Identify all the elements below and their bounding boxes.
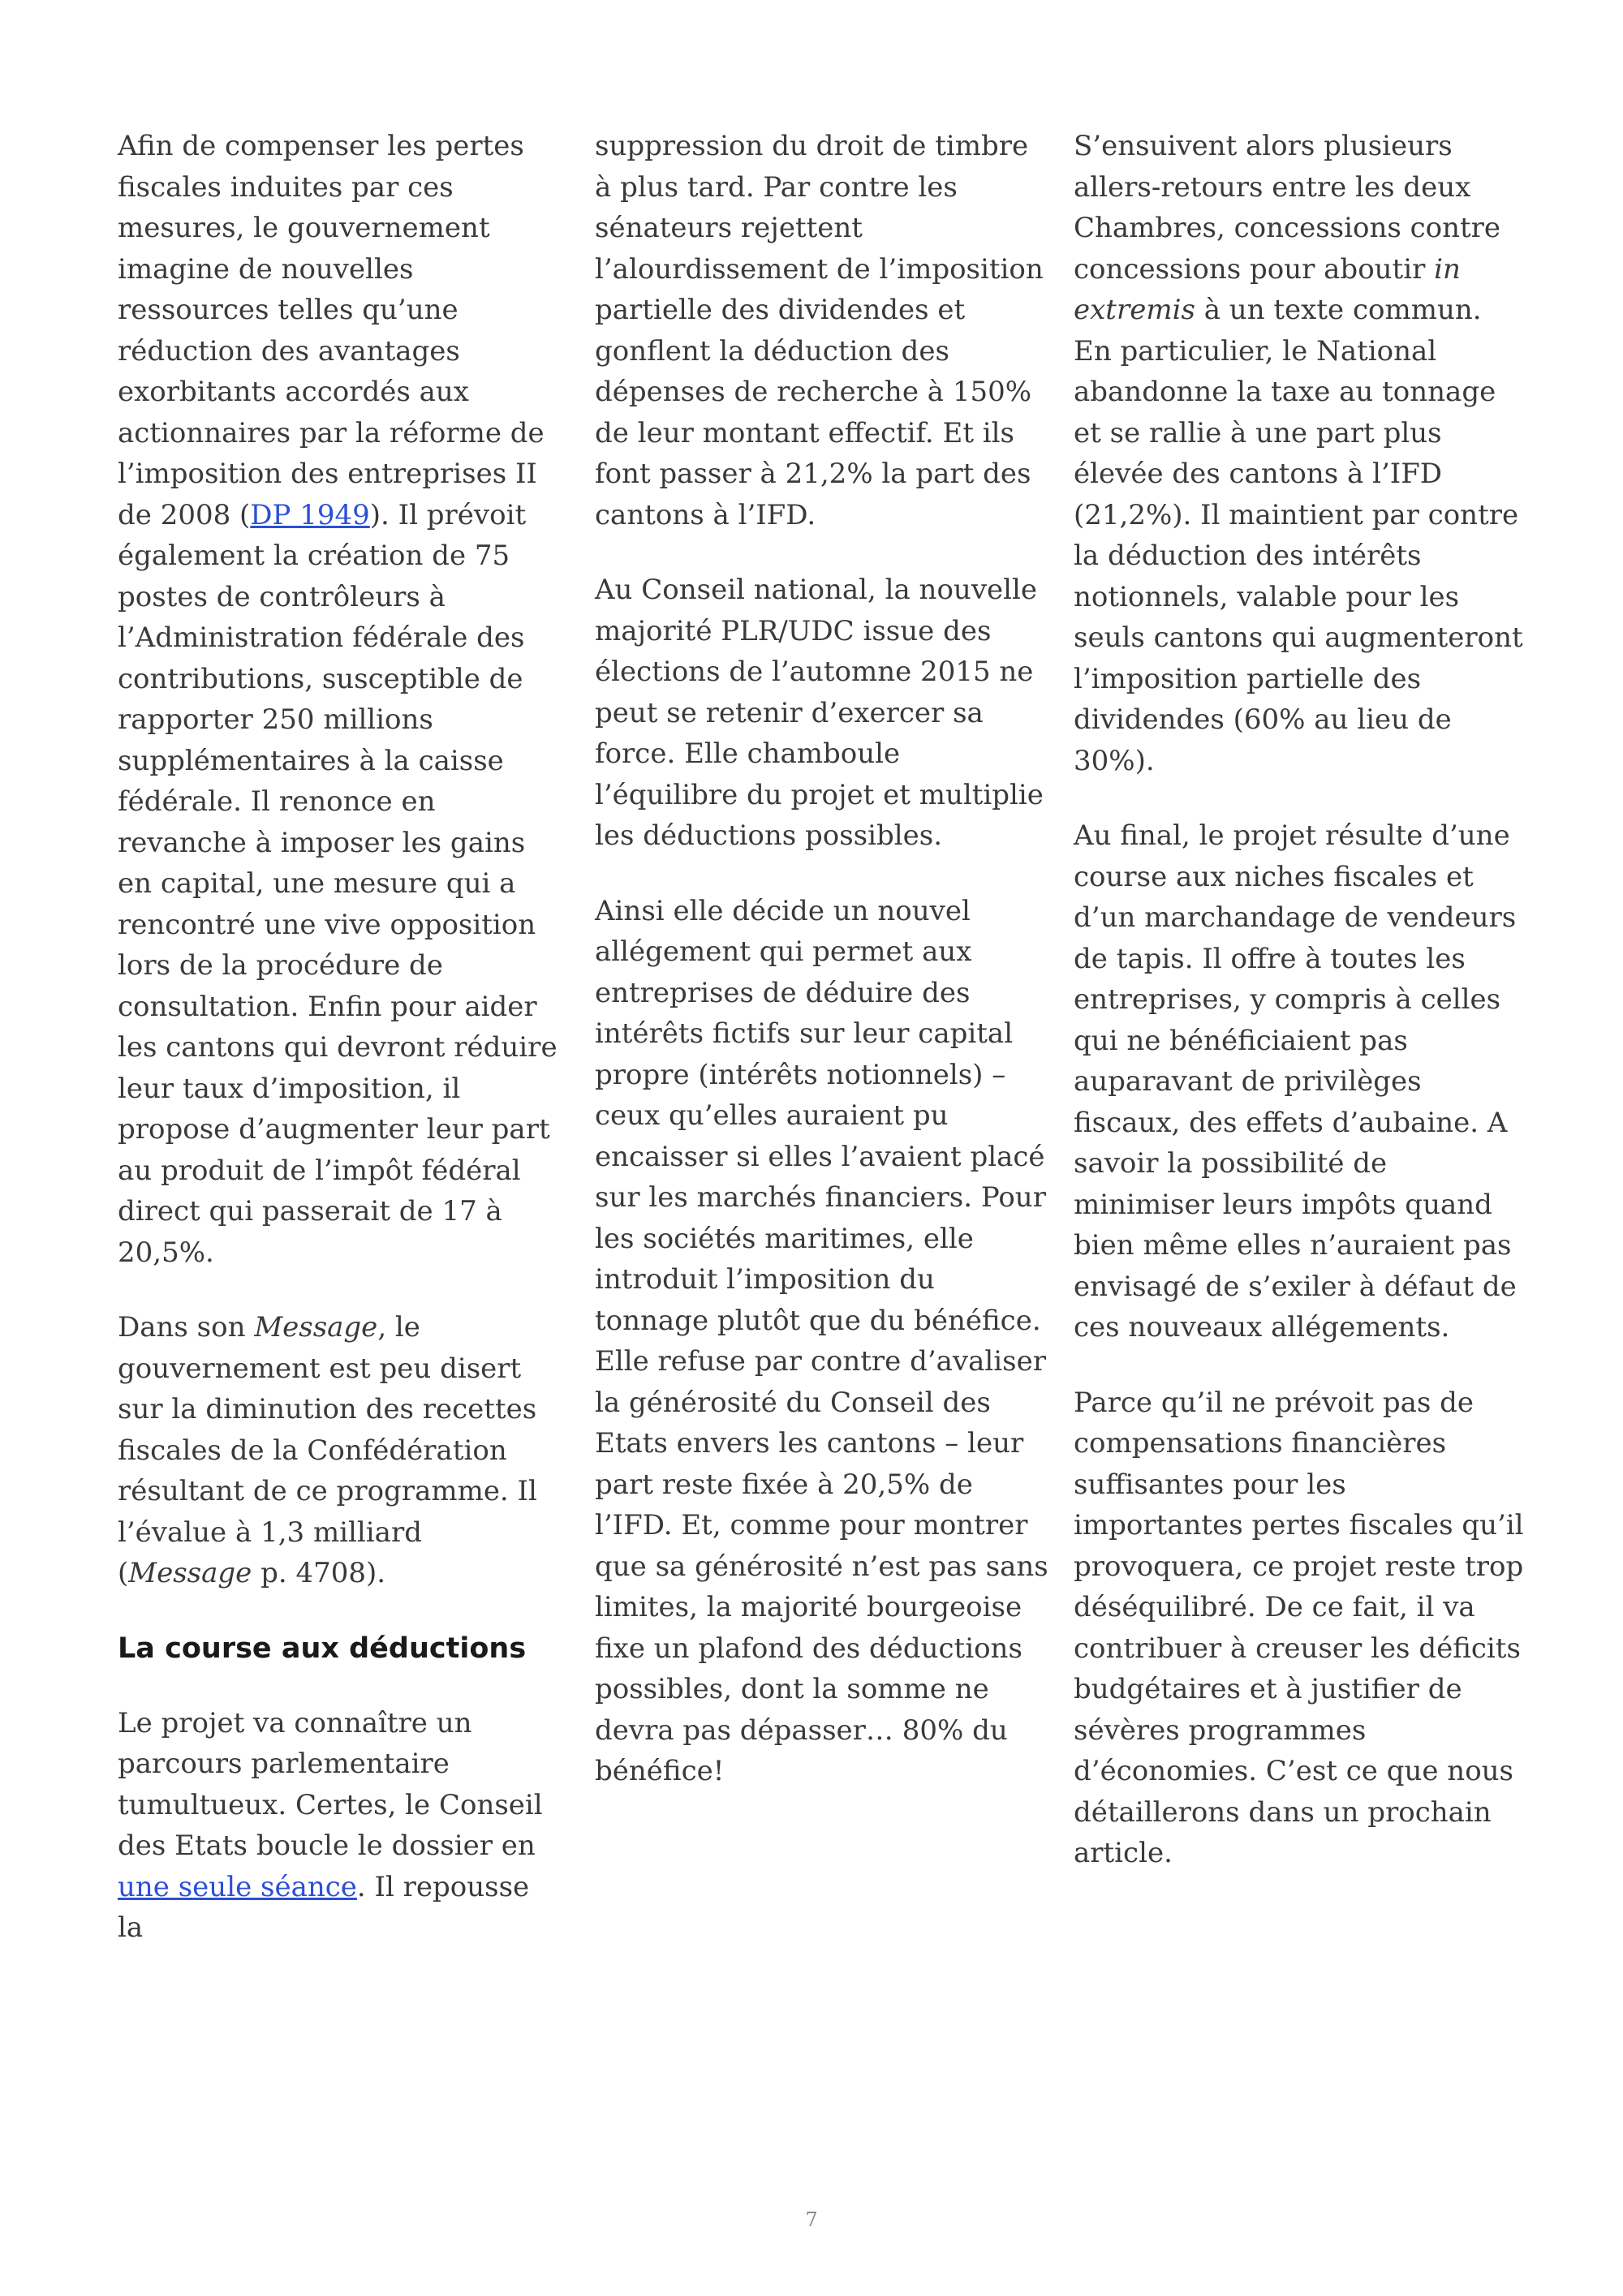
column-1 bbox=[118, 126, 560, 1983]
section-heading: La course aux déductions bbox=[118, 1632, 527, 1665]
paragraph: S’ensuivent alors plusieurs allers-retours entre les deux Chambres, concessions contre concessions pour aboutir in extremis à un texte commun. En particulier, le National abandonne la taxe au tonnage et se rallie à une part plus élevée des cantons à l’IFD (21,2%). Il maintient par contre la déduction des intérêts notionnels, valable pour les seuls cantons qui augmenteront l’imposition partielle des dividendes (60% au lieu de 30%). bbox=[1074, 130, 1523, 777]
emphasis-message: Message bbox=[128, 1557, 252, 1589]
paragraph: Au Conseil national, la nouvelle majorité PLR/UDC issue des élections de l’automne 2015 ne peut se retenir d’exercer sa force. Elle chamboule l’équilibre du projet et multiplie les déductions possibles. bbox=[595, 574, 1044, 852]
link-dp-1949[interactable]: DP 1949 bbox=[250, 498, 370, 531]
paragraph: Au final, le projet résulte d’une course aux niches fiscales et d’un marchandage de vendeurs de tapis. Il offre à toutes les entreprises, y compris à celles qui ne bénéficiaient pas auparavant de privilèges fiscaux, des effets d’aubaine. A savoir la possibilité de minimiser leurs impôts quand bien même elles n’auraient pas envisagé de s’exiler à défaut de ces nouveaux allégements. bbox=[1074, 819, 1517, 1344]
paragraph: Afin de compenser les pertes fiscales induites par ces mesures, le gouvernement imagine de nouvelles ressources telles qu’une réduction des avantages exorbitants accordés aux actionnaires par la réforme de l’imposition des entreprises II de 2008 (DP 1949). Il prévoit également la création de 75 postes de contrôleurs à l’Administration fédérale des contributions, susceptible de rapporter 250 millions supplémentaires à la caisse fédérale. Il renonce en revanche à imposer les gains en capital, une mesure qui a rencontré une vive opposition lors de la procédure de consultation. Enfin pour aider les cantons qui devront réduire leur taux d’imposition, il propose d’augmenter leur part au produit de l’impôt fédéral direct qui passerait de 17 à 20,5%. bbox=[118, 130, 558, 1269]
emphasis-message: Message bbox=[254, 1311, 378, 1344]
column-2 bbox=[595, 126, 1049, 1826]
paragraph: Le projet va connaître un parcours parlementaire tumultueux. Certes, le Conseil des Etats boucle le dossier en une seule séance. Il repousse la bbox=[118, 1706, 543, 1944]
paragraph: suppression du droit de timbre à plus tard. Par contre les sénateurs rejettent l’alourdissement de l’imposition partielle des dividendes et gonflent la déduction des dépenses de recherche à 150% de leur montant effectif. Et ils font passer à 21,2% la part des cantons à l’IFD. bbox=[595, 130, 1044, 531]
paragraph: Ainsi elle décide un nouvel allégement qui permet aux entreprises de déduire des intérêts fictifs sur leur capital propre (intérêts notionnels) – ceux qu’elles auraient pu encaisser si elles l’avaient placé sur les marchés financiers. Pour les sociétés maritimes, elle introduit l’imposition du tonnage plutôt que du bénéfice. Elle refuse par contre d’avaliser la générosité du Conseil des Etats envers les cantons – leur part reste fixée à 20,5% de l’IFD. Et, comme pour montrer que sa générosité n’est pas sans limites, la majorité bourgeoise fixe un plafond des déductions possibles, dont la somme ne devra pas dépasser… 80% du bénéfice! bbox=[595, 894, 1048, 1787]
paragraph: Parce qu’il ne prévoit pas de compensations financières suffisantes pour les importantes pertes fiscales qu’il provoquera, ce projet reste trop déséquilibré. De ce fait, il va contribuer à creuser les déficits budgétaires et à justifier de sévères programmes d’économies. C’est ce que nous détaillerons dans un prochain article. bbox=[1074, 1386, 1524, 1869]
link-une-seule-seance[interactable]: une seule séance bbox=[118, 1870, 357, 1903]
emphasis-in-extremis: in extremis bbox=[1074, 252, 1461, 326]
column-3 bbox=[1074, 126, 1524, 1908]
paragraph: Dans son Message, le gouvernement est peu disert sur la diminution des recettes fiscales de la Confédération résultant de ce programme. Il l’évalue à 1,3 milliard (Message p. 4708). bbox=[118, 1311, 537, 1589]
page-number: 7 bbox=[805, 2208, 818, 2231]
